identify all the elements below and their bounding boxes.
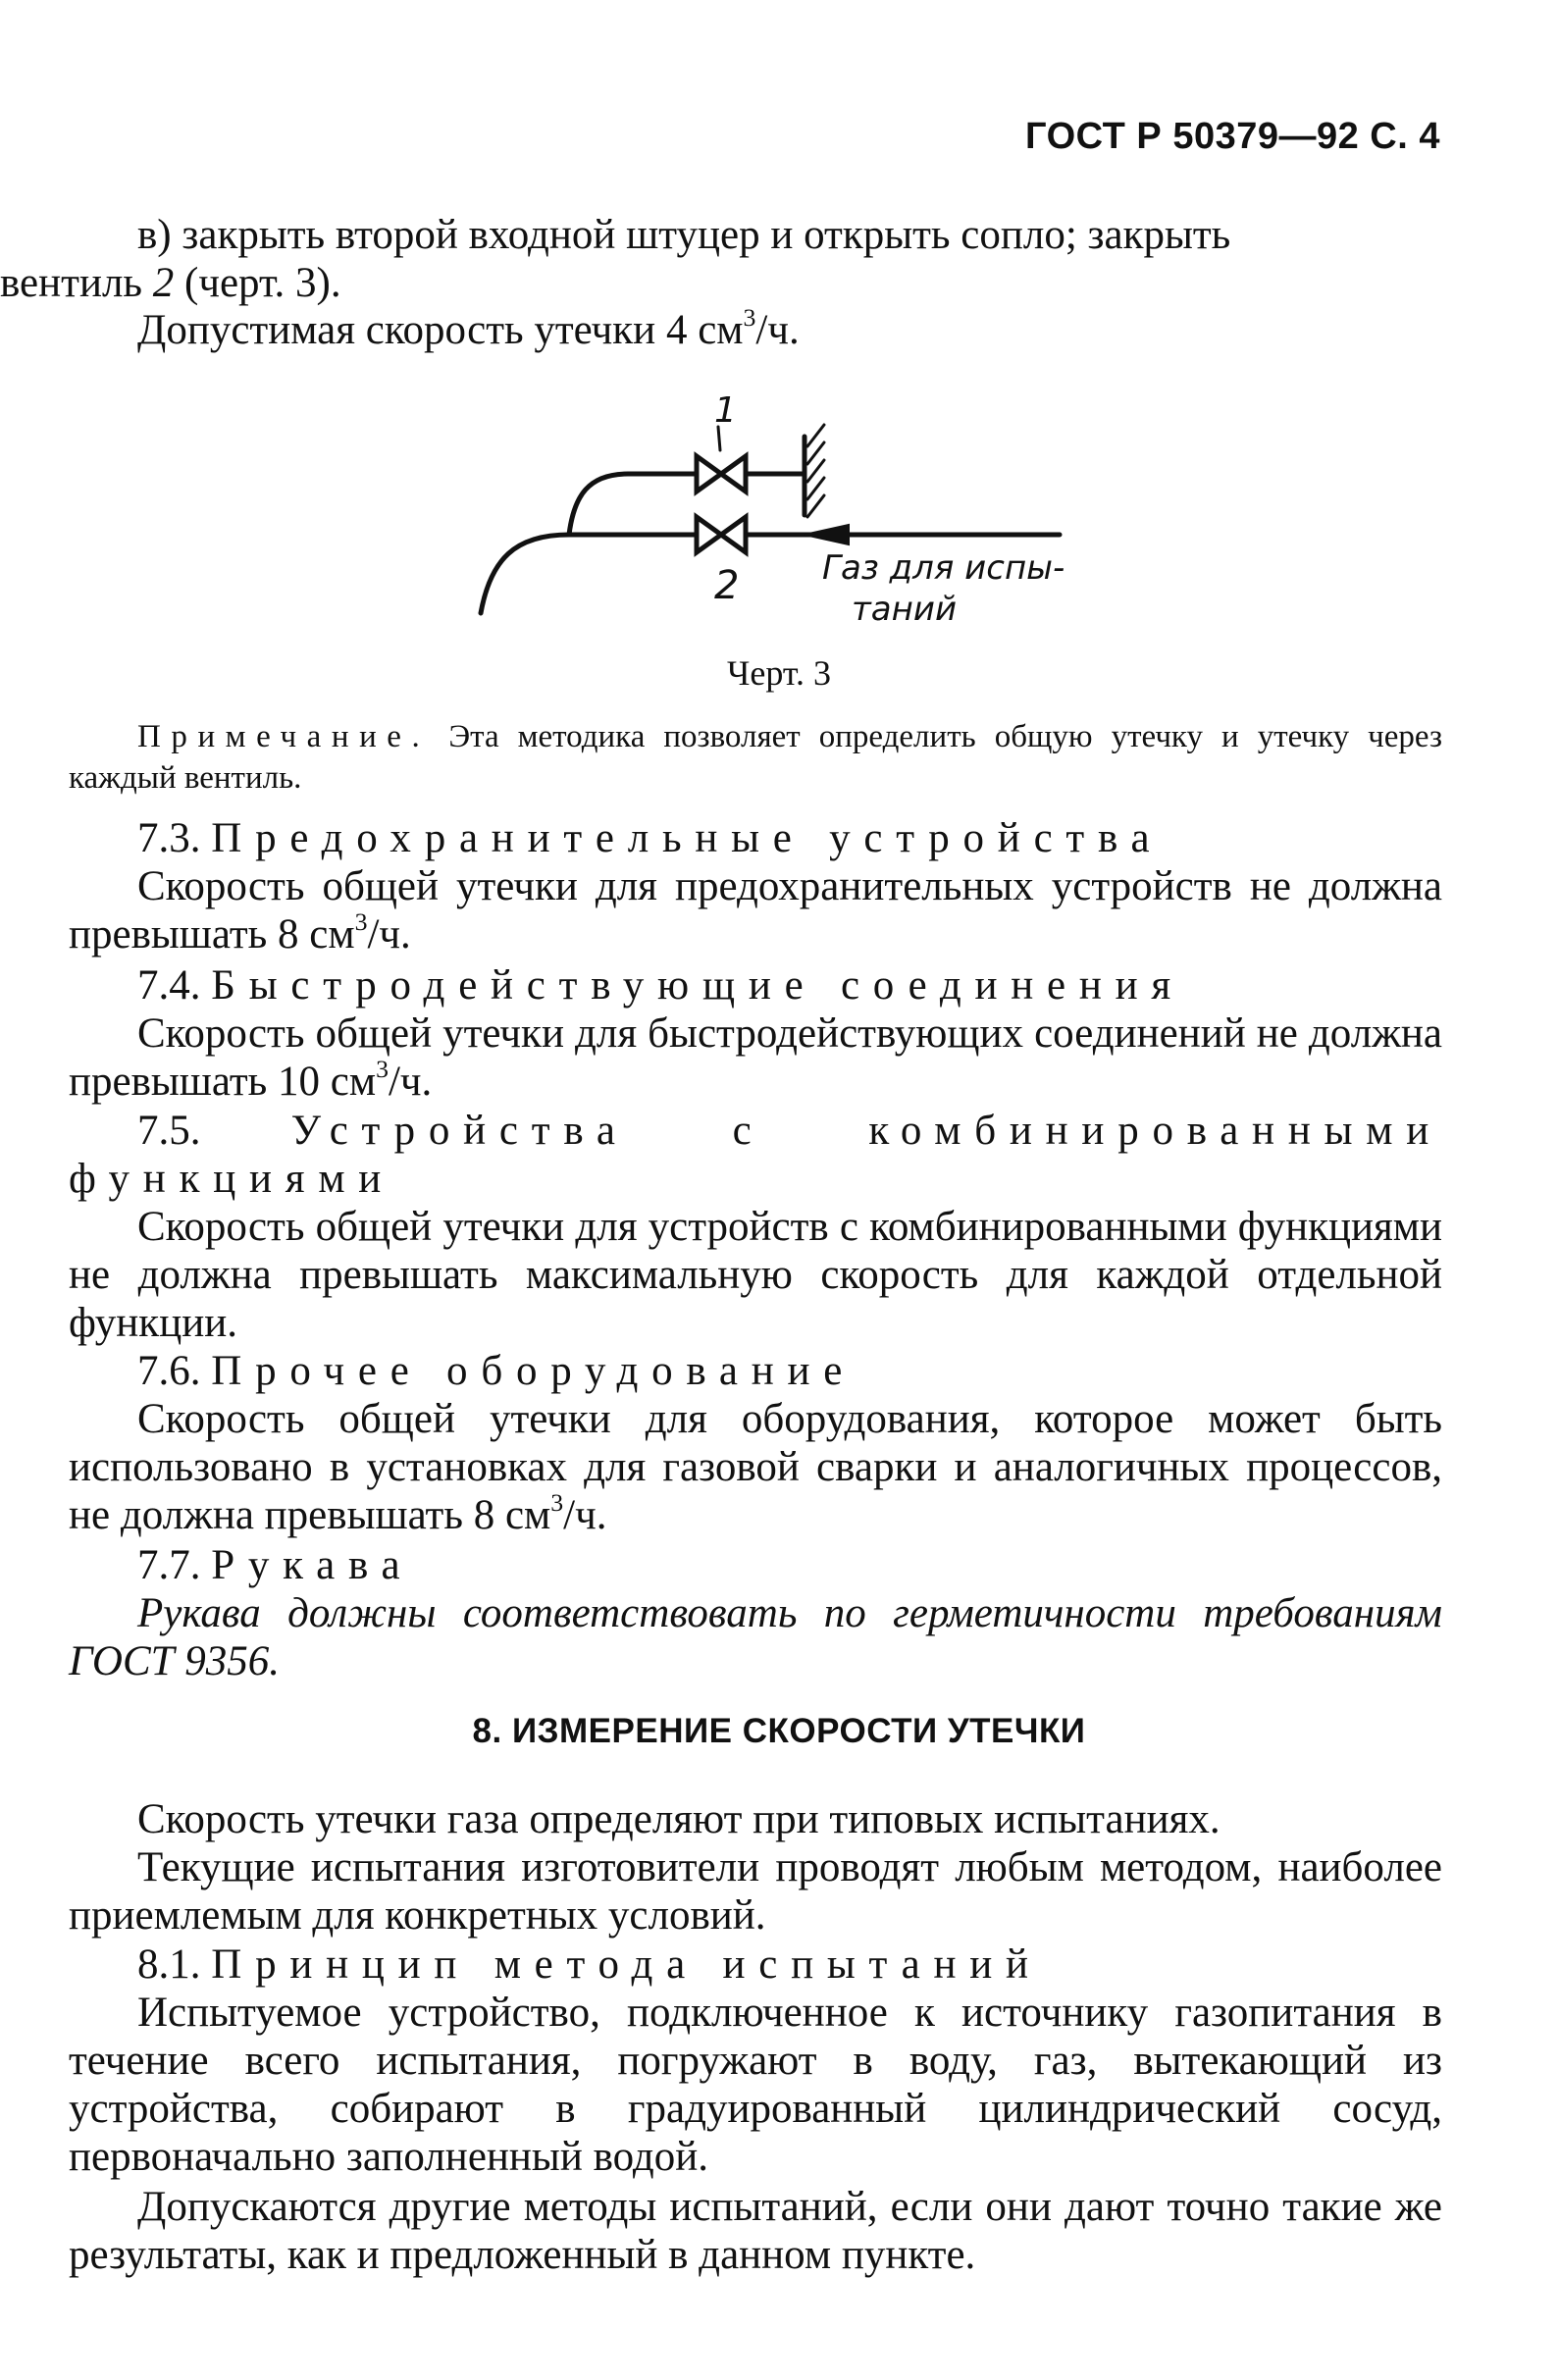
section-title: Принцип метода испытаний	[211, 1941, 1042, 1988]
section-8-paragraph-2	[69, 1843, 1442, 1940]
section-7-3-text	[69, 862, 1442, 958]
section-7-3-heading	[69, 814, 1442, 862]
main-pipe	[481, 535, 697, 613]
section-8-1-paragraph-2	[69, 2183, 1442, 2279]
section-7-5-heading	[69, 1107, 1442, 1203]
section-7-5-text	[69, 1203, 1442, 1347]
section-number: 7.4.	[137, 962, 201, 1009]
section-number: 8.1.	[137, 1941, 201, 1988]
section-8-paragraph-1	[69, 1795, 1442, 1843]
unit-suffix: /ч.	[563, 1492, 607, 1538]
valve-diagram	[461, 388, 1089, 628]
paragraph-item-v-line1: в) закрыть второй входной штуцер и открыть сопло; закрыть	[137, 212, 1231, 258]
unit-suffix: /ч.	[388, 1059, 433, 1105]
section-number: 7.7.	[137, 1542, 201, 1588]
figure-caption: Черт. 3	[727, 653, 831, 693]
paragraph-item-v-line2a: вентиль	[0, 260, 153, 306]
section-text: Скорость общей утечки для быстродействующих соединений не должна превышать 10 см	[69, 1010, 1442, 1105]
gas-label-line2: таний	[852, 590, 958, 628]
section-number: 7.5.	[137, 1108, 201, 1154]
flow-arrow-icon	[805, 525, 849, 544]
section-text: Скорость общей утечки для предохранительных устройств не должна превышать 8 см	[69, 863, 1442, 957]
section-8-title: 8. ИЗМЕРЕНИЕ СКОРОСТИ УТЕЧКИ	[472, 1712, 1086, 1750]
section-7-6-text	[69, 1395, 1442, 1539]
note-paragraph	[69, 716, 1442, 799]
section-text: Допускаются другие методы испытаний, если они дают точно такие же результаты, как и предложенный в данном пункте.	[69, 2184, 1442, 2278]
section-title: Устройства с комбинированными функциями	[69, 1108, 1442, 1202]
paragraph-item-v-line2b: (черт. 3).	[174, 260, 341, 306]
section-title: Рукава	[211, 1542, 414, 1588]
section-8-1-heading	[69, 1940, 1442, 1989]
unit-superscript: 3	[550, 1487, 564, 1517]
page-header: ГОСТ Р 50379—92 С. 4	[1025, 116, 1440, 157]
section-title: Прочее оборудование	[211, 1348, 857, 1394]
section-text: Рукава должны соответствовать по герметичности требованиям ГОСТ 9356.	[69, 1590, 1442, 1684]
note-text: Эта методика позволяет определить общую утечку и утечку через каждый вентиль.	[69, 719, 1442, 796]
section-text: Текущие испытания изготовители проводят любым методом, наиболее приемлемым для конкретных условий.	[69, 1844, 1442, 1939]
upper-branch-pipe	[569, 474, 697, 535]
note-label: Примечание.	[137, 719, 431, 754]
valve-1-symbol	[697, 456, 746, 492]
section-number: 7.6.	[137, 1348, 201, 1394]
paragraph-item-v	[0, 211, 1442, 307]
section-title: Быстродействующие соединения	[211, 962, 1184, 1009]
section-number: 7.3.	[137, 815, 201, 861]
valve-number-ref: 2	[152, 260, 175, 306]
valve-2-label: 2	[714, 563, 740, 608]
section-8-1-paragraph-1	[69, 1989, 1442, 2181]
section-title: Предохранительные устройства	[211, 815, 1164, 861]
section-text: Скорость утечки газа определяют при типовых испытаниях.	[137, 1796, 1220, 1842]
section-text: Скорость общей утечки для оборудования, которое может быть использовано в установках для газовой сварки и аналогичных процессов, не должна превышать 8 см	[69, 1396, 1442, 1538]
unit-suffix: /ч.	[367, 911, 411, 957]
section-7-4-heading	[69, 961, 1442, 1009]
valve-2-symbol	[697, 517, 746, 552]
section-7-7-heading	[69, 1541, 1442, 1589]
valve-1-label: 1	[714, 390, 737, 431]
unit-superscript: 3	[354, 906, 368, 936]
allowed-leak-text: Допустимая скорость утечки 4 см	[137, 307, 744, 353]
unit-superscript: 3	[743, 302, 756, 332]
unit-suffix: /ч.	[755, 307, 800, 353]
section-text: Испытуемое устройство, подключенное к источнику газопитания в течение всего испытания, погружают в воду, газ, вытекающий из устройства, собирают в градуированный цилиндрический сосуд, первоначально заполненный водой.	[69, 1990, 1442, 2180]
gas-label-line1: Газ для испы-	[822, 548, 1065, 588]
section-7-6-heading	[69, 1347, 1442, 1395]
section-7-4-text	[69, 1009, 1442, 1106]
section-text: Скорость общей утечки для устройств с комбинированными функциями не должна превышать максимальную скорость для каждой отдельной функции.	[69, 1204, 1442, 1346]
section-7-7-text	[69, 1589, 1442, 1685]
unit-superscript: 3	[376, 1054, 389, 1083]
allowed-leak-paragraph	[69, 302, 1442, 354]
